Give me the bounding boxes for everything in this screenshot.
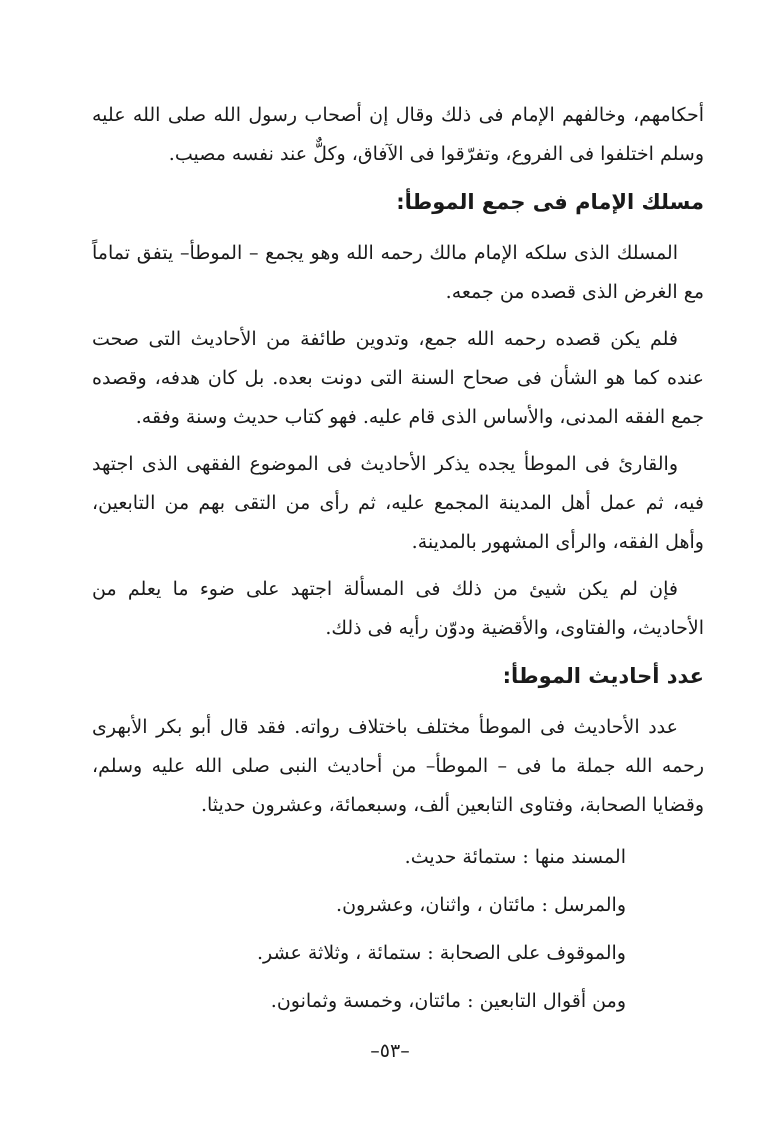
- paragraph-6: عدد الأحاديث فى الموطأ مختلف باختلاف رواته. فقد قال أبو بكر الأبهرى رحمه الله جملة ما فى – الموطأ– من أحاديث النبى صلى الله عليه وسلم، وقضايا الصحابة، وفتاوى التابعين ألف، وسبعمائة، وعشرون حديثا.: [92, 716, 704, 816]
- paragraph-4: والقارئ فى الموطأ يجده يذكر الأحاديث فى الموضوع الفقهى الذى اجتهد فيه، ثم عمل أهل المدينة المجمع عليه، ثم رأى من التقى بهم من التابعين، وأهل الفقه، والرأى المشهور بالمدينة.: [92, 453, 704, 553]
- hadith-count-list: [92, 833, 704, 1025]
- paragraph-5: فإن لم يكن شيئ من ذلك فى المسألة اجتهد على ضوء ما يعلم من الأحاديث، والفتاوى، والأقضية ودوّن رأيه فى ذلك.: [92, 578, 704, 639]
- paragraph-1: أحكامهم، وخالفهم الإمام فى ذلك وقال إن أصحاب رسول الله صلى الله عليه وسلم اختلفوا فى الفروع، وتفرّقوا فى الآفاق، وكلٌّ عند نفسه مصيب.: [92, 104, 704, 165]
- section-heading-hadith-count: عدد أحاديث الموطأ:: [502, 664, 704, 688]
- stat-musnad: المسند منها : ستمائة حديث.: [404, 846, 626, 868]
- paragraph-3: فلم يكن قصده رحمه الله جمع، وتدوين طائفة من الأحاديث التى صحت عنده كما هو الشأن فى صحاح السنة التى دونت بعده. بل كان هدفه، وقصده جمع الفقه المدنى، والأساس الذى قام عليه. فهو كتاب حديث وسنة وفقه.: [92, 328, 704, 428]
- stat-tabiin: ومن أقوال التابعين : مائتان، وخمسة وثمانون.: [270, 990, 626, 1012]
- page-number: –٥٣–: [370, 1040, 410, 1062]
- paragraph-2: المسلك الذى سلكه الإمام مالك رحمه الله وهو يجمع – الموطأ– يتفق تماماً مع الغرض الذى قصده من جمعه.: [92, 242, 704, 303]
- section-heading-muwatta-method: مسلك الإمام فى جمع الموطأ:: [396, 190, 704, 214]
- stat-mawquf: والموقوف على الصحابة : ستمائة ، وثلاثة عشر.: [257, 942, 626, 964]
- page-body: [92, 96, 704, 1025]
- stat-mursal: والمرسل : مائتان ، واثنان، وعشرون.: [336, 894, 626, 916]
